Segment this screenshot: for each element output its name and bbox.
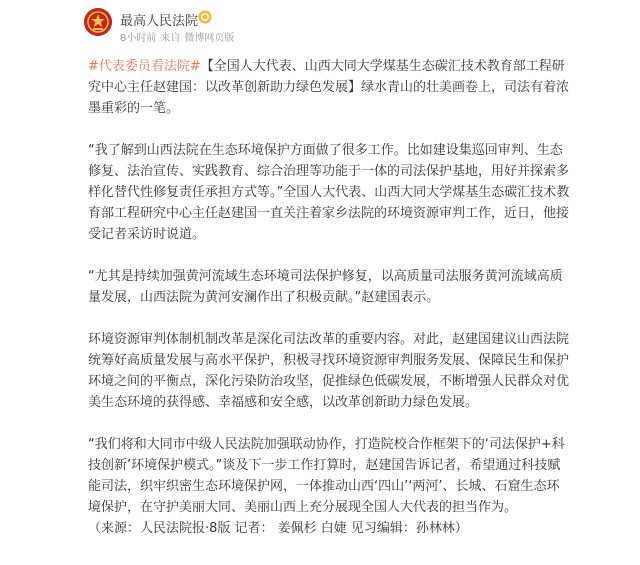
post-intro — [88, 56, 570, 119]
post-lead: 绿水青山的壮美画卷上，司法有着浓墨重彩的一笔。 — [88, 80, 570, 116]
topic-tag-link[interactable]: #代表委员看法院# — [88, 59, 201, 74]
paragraph-3: 环境资源审判体制机制改革是深化司法改革的重要内容。对此，赵建国建议山西法院统筹好高质量发展与高水平保护，积极寻找环境资源审判服务发展、保障民生和保护环境之间的平衡点，深化污染防治攻坚，促推绿色低碳发展，不断增强人民群众对优美生态环境的获得感、幸福感和安全感，以改革创新助力绿色发展。 — [88, 332, 570, 410]
post-meta — [120, 29, 238, 44]
post-time[interactable]: 8小时前 — [120, 33, 157, 44]
paragraph-1: “我了解到山西法院在生态环境保护方面做了很多工作。比如建设集巡回审判、生态修复、法治宣传、实践教育、综合治理等功能于一体的司法保护基地，用好并探索多样化替代性修复责任承担方式等。”全国人大代表、山西大同大学煤基生态碳汇技术教育部工程研究中心主任赵建国一直关注着家乡法院的环境资源审判工作，近日，他接受记者采访时说道。 — [88, 143, 570, 242]
paragraph-2: “尤其是持续加强黄河流域生态环境司法保护修复，以高质量司法服务黄河流域高质量发展，山西法院为黄河安澜作出了积极贡献。”赵建国表示。 — [88, 269, 563, 305]
court-emblem-icon — [84, 8, 112, 36]
paragraph-4: “我们将和大同市中级人民法院加强联动协作，打造院校合作框架下的‘司法保护+科技创新’环境保护模式。”谈及下一步工作打算时，赵建国告诉记者，希望通过科技赋能司法，织牢织密生态环境保护网，一体推动山西‘四山’‘两河’、长城、石窟生态环境保护，在守护美丽大同、美丽山西上充分展现全国人大代表的担当作为。 — [88, 437, 565, 515]
source-app: 微博网页版 — [184, 33, 235, 44]
avatar[interactable] — [84, 8, 112, 36]
verified-badge-icon — [198, 10, 212, 24]
post-headline: 【全国人大代表、山西大同大学煤基生态碳汇技术教育部工程研究中心主任赵建国：以改革创新助力绿色发展】 — [88, 59, 565, 95]
post-header — [84, 8, 484, 42]
source-credit: （来源：人民法院报·8版 记者： 姜佩杉 白婕 见习编辑：孙林林） — [88, 521, 468, 536]
from-label: 来自 — [160, 33, 181, 44]
post-content — [88, 56, 570, 539]
account-name[interactable]: 最高人民法院 — [120, 14, 199, 29]
